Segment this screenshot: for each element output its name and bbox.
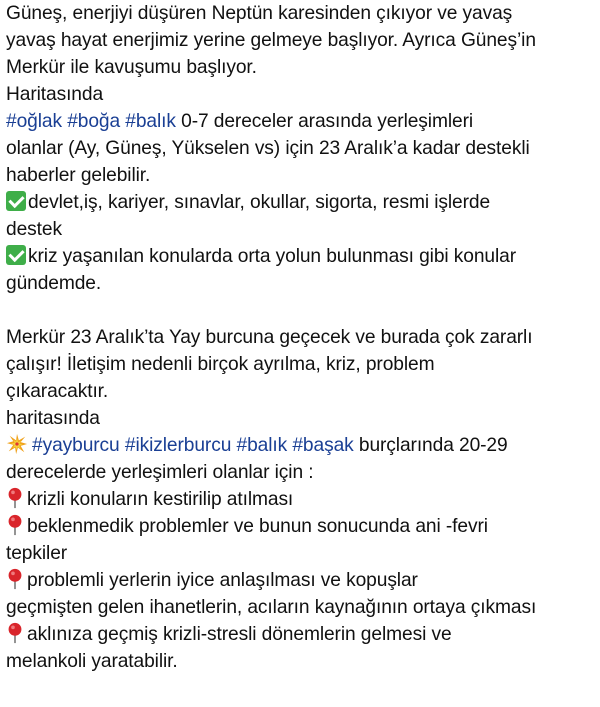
text-line: haritasında <box>6 408 100 429</box>
text-line: destek <box>6 219 62 240</box>
check-mark-button-icon <box>6 191 26 211</box>
pin-list-item <box>6 567 594 594</box>
hashtag-ikizlerburcu[interactable]: #ikizlerburcu <box>124 435 232 456</box>
round-pushpin-icon <box>6 487 24 509</box>
checklist-item <box>6 189 594 216</box>
text-line: Haritasında <box>6 84 104 105</box>
text-line: Merkür 23 Aralık’ta Yay burcuna geçecek ve burada çok zararlı <box>6 327 533 348</box>
hashtag-basak[interactable]: #başak <box>292 435 354 456</box>
hashtag-balik[interactable]: #balık <box>236 435 288 456</box>
paragraph-gap <box>6 297 594 324</box>
checklist-item-text: kriz yaşanılan konularda orta yolun bulunması gibi konular <box>28 246 517 267</box>
text-line: çıkaracaktır. <box>6 381 109 402</box>
text-line: derecelerde yerleşimleri olanlar için : <box>6 462 314 483</box>
text-segment: 0-7 dereceler arasında yerleşimleri <box>175 111 474 132</box>
round-pushpin-icon <box>6 514 24 536</box>
hashtag-line <box>6 432 594 459</box>
text-line: geçmişten gelen ihanetlerin, acıların kaynağının ortaya çıkması <box>6 597 537 618</box>
checklist-item <box>6 243 594 270</box>
text-line: melankoli yaratabilir. <box>6 651 178 672</box>
text-line: olanlar (Ay, Güneş, Yükselen vs) için 23 Aralık’a kadar destekli <box>6 138 530 159</box>
text-line: Merkür ile kavuşumu başlıyor. <box>6 57 257 78</box>
collision-icon <box>6 433 28 455</box>
text-segment: burçlarında 20-29 <box>353 435 508 456</box>
pin-list-item <box>6 621 594 648</box>
round-pushpin-icon <box>6 568 24 590</box>
hashtag-oglak[interactable]: #oğlak <box>6 111 62 132</box>
hashtag-boga[interactable]: #boğa <box>67 111 121 132</box>
pin-list-item-text: beklenmedik problemler ve bunun sonucunda ani -fevri <box>27 516 488 537</box>
hashtag-line <box>6 108 594 135</box>
pin-list-item-text: krizli konuların kestirilip atılması <box>27 489 294 510</box>
checklist-item-text: devlet,iş, kariyer, sınavlar, okullar, sigorta, resmi işlerde <box>28 192 491 213</box>
hashtag-yayburcu[interactable]: #yayburcu <box>32 435 120 456</box>
text-line: Güneş, enerjiyi düşüren Neptün karesinden çıkıyor ve yavaş <box>6 3 513 24</box>
text-line: haberler gelebilir. <box>6 165 151 186</box>
text-line: gündemde. <box>6 273 102 294</box>
pin-list-item-text: aklınıza geçmiş krizli-stresli dönemlerin gelmesi ve <box>27 624 452 645</box>
check-mark-button-icon <box>6 245 26 265</box>
pin-list-item <box>6 513 594 540</box>
pin-list-item-text: problemli yerlerin iyice anlaşılması ve kopuşlar <box>27 570 418 591</box>
round-pushpin-icon <box>6 622 24 644</box>
text-line: çalışır! İletişim nedenli birçok ayrılma, kriz, problem <box>6 354 435 375</box>
text-line: tepkiler <box>6 543 68 564</box>
hashtag-balik[interactable]: #balık <box>125 111 176 132</box>
text-line: yavaş hayat enerjimiz yerine gelmeye başlıyor. Ayrıca Güneş’in <box>6 30 536 51</box>
pin-list-item <box>6 486 594 513</box>
